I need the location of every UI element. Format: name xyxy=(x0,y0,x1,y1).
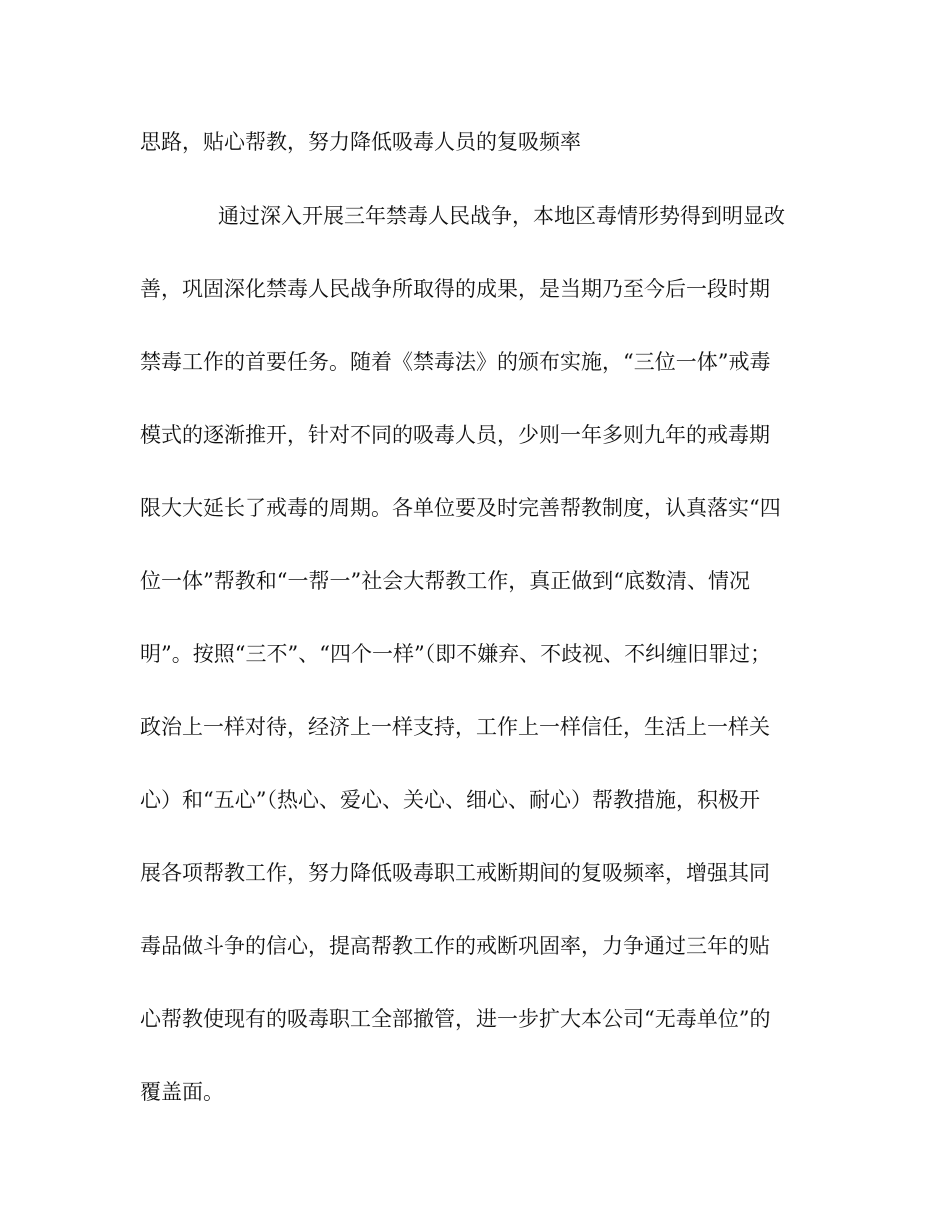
text-line-8: 明”。按照“三不”、“四个一样”（即不嫌弃、不歧视、不纠缠旧罪过； xyxy=(140,642,772,666)
text-line-9: 政治上一样对待，经济上一样支持，工作上一样信任，生活上一样关 xyxy=(140,715,770,739)
text-line-2: 通过深入开展三年禁毒人民战争，本地区毒情形势得到明显改 xyxy=(218,204,785,228)
text-line-3: 善，巩固深化禁毒人民战争所取得的成果，是当期乃至今后一段时期 xyxy=(140,277,770,301)
text-line-6: 限大大延长了戒毒的周期。各单位要及时完善帮教制度，认真落实“四 xyxy=(140,496,781,520)
text-line-1: 思路，贴心帮教，努力降低吸毒人员的复吸频率 xyxy=(140,130,581,154)
text-line-14: 覆盖面。 xyxy=(140,1080,224,1104)
text-line-11: 展各项帮教工作，努力降低吸毒职工戒断期间的复吸频率，增强其同 xyxy=(140,861,770,885)
text-line-10: 心）和“五心”（热心、爱心、关心、细心、耐心）帮教措施，积极开 xyxy=(140,788,760,812)
text-line-4: 禁毒工作的首要任务。随着《禁毒法》的颁布实施，“三位一体”戒毒 xyxy=(140,350,771,374)
text-line-7: 位一体”帮教和“一帮一”社会大帮教工作，真正做到“底数清、情况 xyxy=(140,569,750,593)
text-line-13: 心帮教使现有的吸毒职工全部撤管，进一步扩大本公司“无毒单位”的 xyxy=(140,1007,771,1031)
text-line-12: 毒品做斗争的信心，提高帮教工作的戒断巩固率，力争通过三年的贴 xyxy=(140,934,770,958)
text-line-5: 模式的逐渐推开，针对不同的吸毒人员，少则一年多则九年的戒毒期 xyxy=(140,423,770,447)
